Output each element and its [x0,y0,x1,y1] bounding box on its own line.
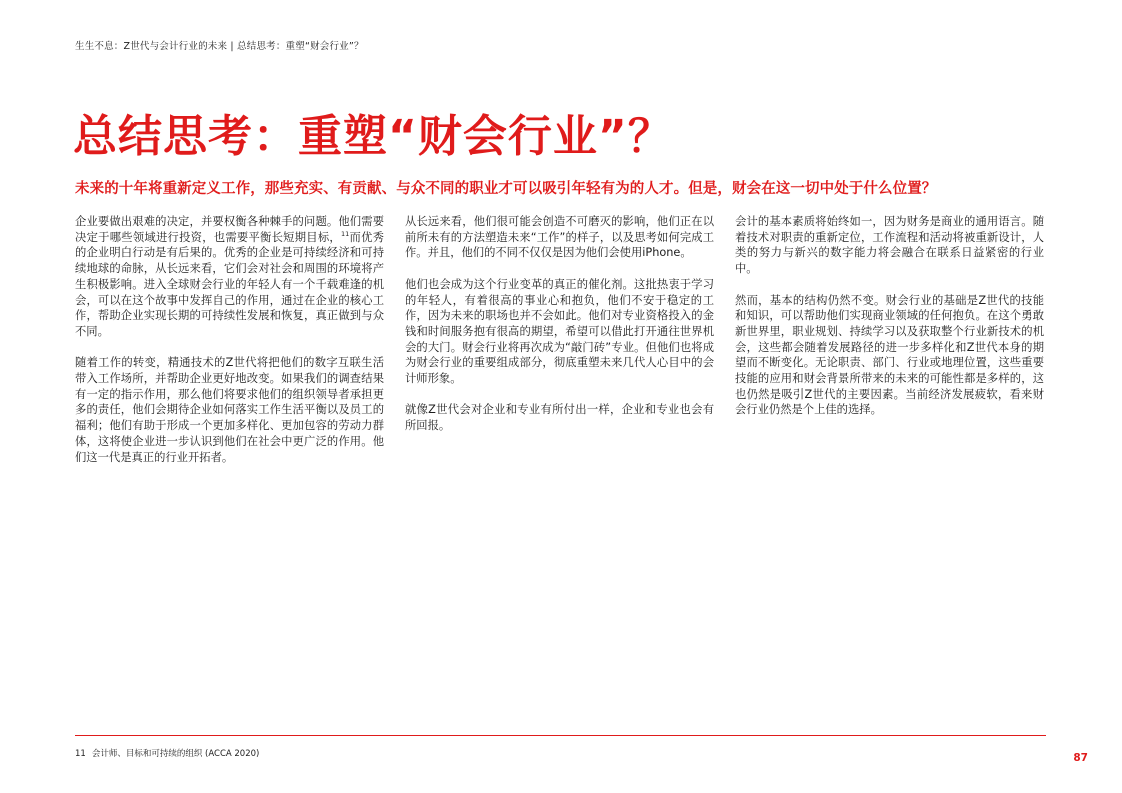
paragraph-text: 企业要做出艰难的决定，并要权衡各种棘手的问题。他们需要决定于哪些领域进行投资，也需要平衡长短期目标， [75,215,384,244]
paragraph: 就像Z世代会对企业和专业有所付出一样，企业和专业也会有所回报。 [405,403,714,433]
running-header: 生生不息：Z世代与会计行业的未来 | 总结思考：重塑“财会行业”？ [75,41,364,52]
page-subtitle: 未来的十年将重新定义工作，那些充实、有贡献、与众不同的职业才可以吸引年轻有为的人才。但是，财会在这一切中处于什么位置？ [75,181,937,197]
text-column-2 [405,214,714,450]
paragraph: 他们也会成为这个行业变革的真正的催化剂。这批热衷于学习的年轻人，有着很高的事业心和抱负，他们不安于稳定的工作，因为未来的职场也并不会如此。他们对专业资格投入的金钱和时间服务抱有很高的期望，希望可以借此打开通往世界机会的大门。财会行业将再次成为“敲门砖”专业。但他们也将成为财会行业的重要组成部分，彻底重塑未来几代人心目中的会计师形象。 [405,277,714,386]
paragraph: 然而，基本的结构仍然不变。财会行业的基础是Z世代的技能和知识，可以帮助他们实现商业领域的任何抱负。在这个勇敢新世界里，职业规划、持续学习以及获取整个行业新技术的机会，这些都会随着发展路径的进一步多样化和Z世代本身的期望而不断变化。无论职责、部门、行业或地理位置，这些重要技能的应用和财会背景所带来的未来的可能性都是多样的，这也仍然是吸引Z世代的主要因素。当前经济发展疲软，看来财会行业仍然是个上佳的选择。 [735,293,1044,417]
paragraph [75,214,384,340]
footer-divider [75,735,1046,736]
footnote-reference[interactable]: 11 [341,229,350,238]
paragraph: 从长远来看，他们很可能会创造不可磨灭的影响，他们正在以前所未有的方法塑造未来“工作”的样子，以及思考如何完成工作。并且，他们的不同不仅仅是因为他们会使用iPhone。 [405,215,714,260]
paragraph-text: 而优秀的企业明白行动是有后果的。优秀的企业是可持续经济和可持续地球的命脉，从长远来看，它们会对社会和周围的环境将产生积极影响。进入全球财会行业的年轻人有一个千载难逢的机会，可以在这个故事中发挥自己的作用，通过在企业的核心工作，帮助企业实现长期的可持续性发展和恢复，真正做到与众不同。 [75,230,384,338]
paragraph: 会计的基本素质将始终如一，因为财务是商业的通用语言。随着技术对职责的重新定位，工作流程和活动将被重新设计，人类的努力与新兴的数字能力将会融合在联系日益紧密的行业中。 [735,215,1044,276]
page-number: 87 [1073,752,1088,764]
footnote-text: 会计师、目标和可持续的组织 (ACCA 2020) [91,749,260,759]
text-column-3 [735,214,1044,434]
footnote [75,747,259,759]
text-column-1 [75,214,384,481]
footnote-number: 11 [75,749,86,759]
page-title: 总结思考：重塑“财会行业”？ [73,111,673,162]
paragraph: 随着工作的转变，精通技术的Z世代将把他们的数字互联生活带入工作场所，并帮助企业更好地改变。如果我们的调查结果有一定的指示作用，那么他们将要求他们的组织领导者承担更多的责任，他们会期待企业如何落实工作生活平衡以及员工的福利；他们有助于形成一个更加多样化、更加包容的劳动力群体，这将使企业进一步认识到他们在社会中更广泛的作用。他们这一代是真正的行业开拓者。 [75,356,384,464]
